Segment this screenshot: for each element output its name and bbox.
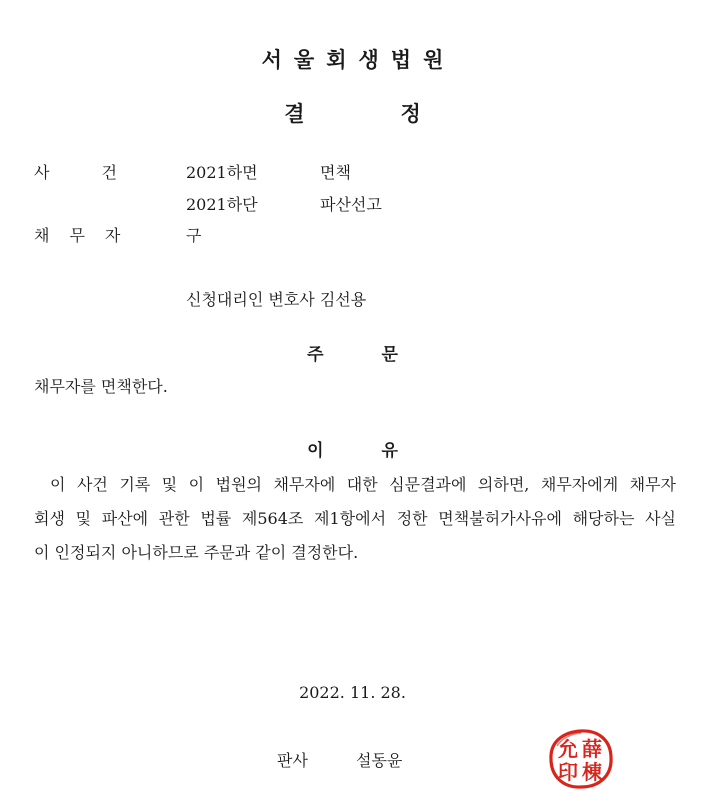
svg-text:薛: 薛 [582, 737, 602, 761]
case-label: 사건 [34, 163, 169, 182]
order-heading: 주문 [307, 345, 456, 365]
debtor-value: 구 [186, 226, 202, 245]
case-name-2: 파산선고 [320, 195, 382, 214]
reason-line-2: 회생 및 파산에 관한 법률 제564조 제1항에서 정한 면책불허가사유에 해당하는 사실 [34, 509, 676, 528]
judge-title: 판사 [277, 751, 308, 770]
order-text: 채무자를 면책한다. [34, 377, 168, 396]
svg-text:允: 允 [558, 737, 578, 761]
reason-line-1: 이 사건 기록 및 이 법원의 채무자에 대한 심문결과에 의하면, 채무자에게 채무자 [50, 475, 676, 494]
reason-heading: 이유 [307, 441, 456, 461]
svg-text:棟: 棟 [582, 760, 602, 784]
document-type: 결정 [284, 102, 517, 126]
applicant-agent: 신청대리인 변호사 김선용 [186, 290, 367, 309]
judge-name: 설동윤 [356, 751, 403, 770]
judge-seal-icon [548, 728, 614, 790]
reason-line-3: 이 인정되지 아니하므로 주문과 같이 결정한다. [34, 543, 359, 562]
case-number-2: 2021하단 [186, 195, 258, 214]
court-name: 서울회생법원 [261, 48, 456, 72]
case-number-1: 2021하면 [186, 163, 258, 182]
svg-text:印: 印 [558, 760, 578, 784]
case-name-1: 면책 [320, 163, 351, 182]
debtor-label: 채무자 [34, 226, 141, 245]
decision-date: 2022. 11. 28. [299, 683, 406, 702]
